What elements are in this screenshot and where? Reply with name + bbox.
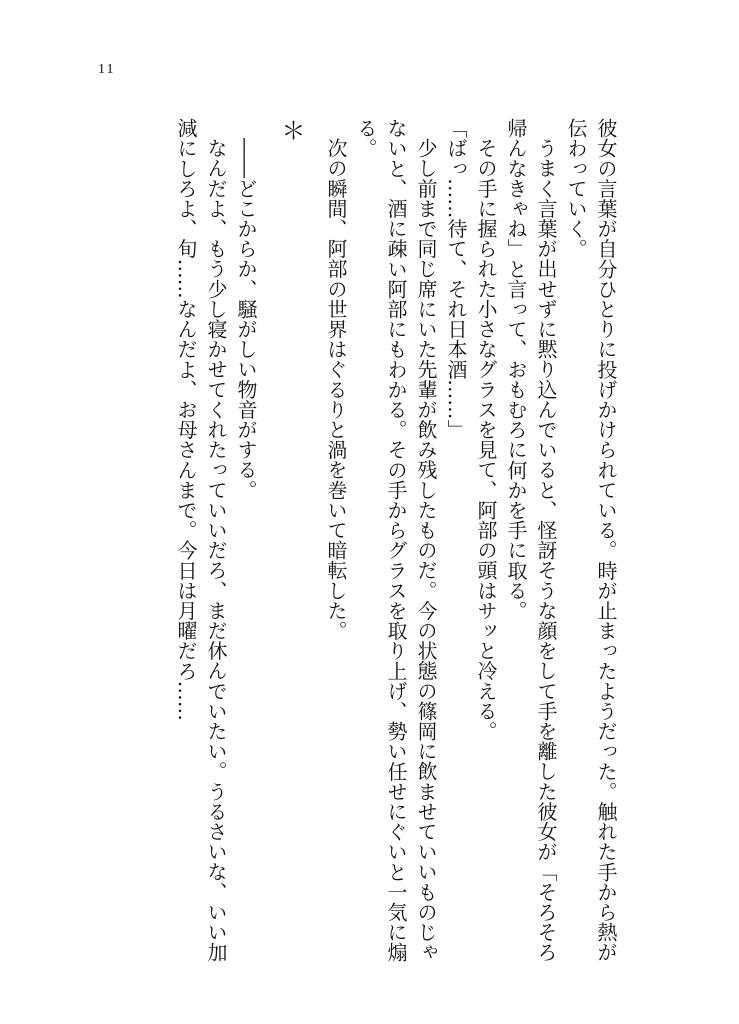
paragraph: 少し前まで同じ席にいた先輩が飲み残したものだ。今の状態の篠岡に飲ませていいものじゃないと、酒に疎い阿部にもわかる。その手からグラスを取り上げ、勢い任せにぐいと一気に煽る。 — [354, 118, 438, 963]
paragraph: 次の瞬間、阿部の世界はぐるりと渦を巻いて暗転した。 — [324, 138, 348, 641]
paragraph: うまく言葉が出せずに黙り込んでいると、怪訝そうな顔をして手を離した彼女が「そろそろ帰んなきゃね」と言って、おもむろに何かを手に取る。 — [504, 118, 558, 963]
page-number: 11 — [98, 62, 116, 77]
paragraph: なんだよ、もう少し寝かせてくれたっていいだろ、まだ休んでいたい。うるさいな、いい加減にしろよ、旬……なんだよ、お母さんまで。今日は月曜だろ…… — [174, 118, 228, 963]
novel-text — [101, 118, 621, 968]
scene-separator: ＊ — [277, 118, 305, 143]
dialogue: 「ばっ……待て、それ日本酒……」 — [444, 118, 468, 440]
paragraph: 彼女の言葉が自分ひとりに投げかけられている。時が止まったようだった。触れた手から熱が伝わっていく。 — [564, 118, 618, 963]
paragraph: その手に握られた小さなグラスを見て、阿部の頭はサッと冷える。 — [474, 138, 498, 741]
paragraph: ――どこからか、騒がしい物音がする。 — [234, 138, 258, 500]
